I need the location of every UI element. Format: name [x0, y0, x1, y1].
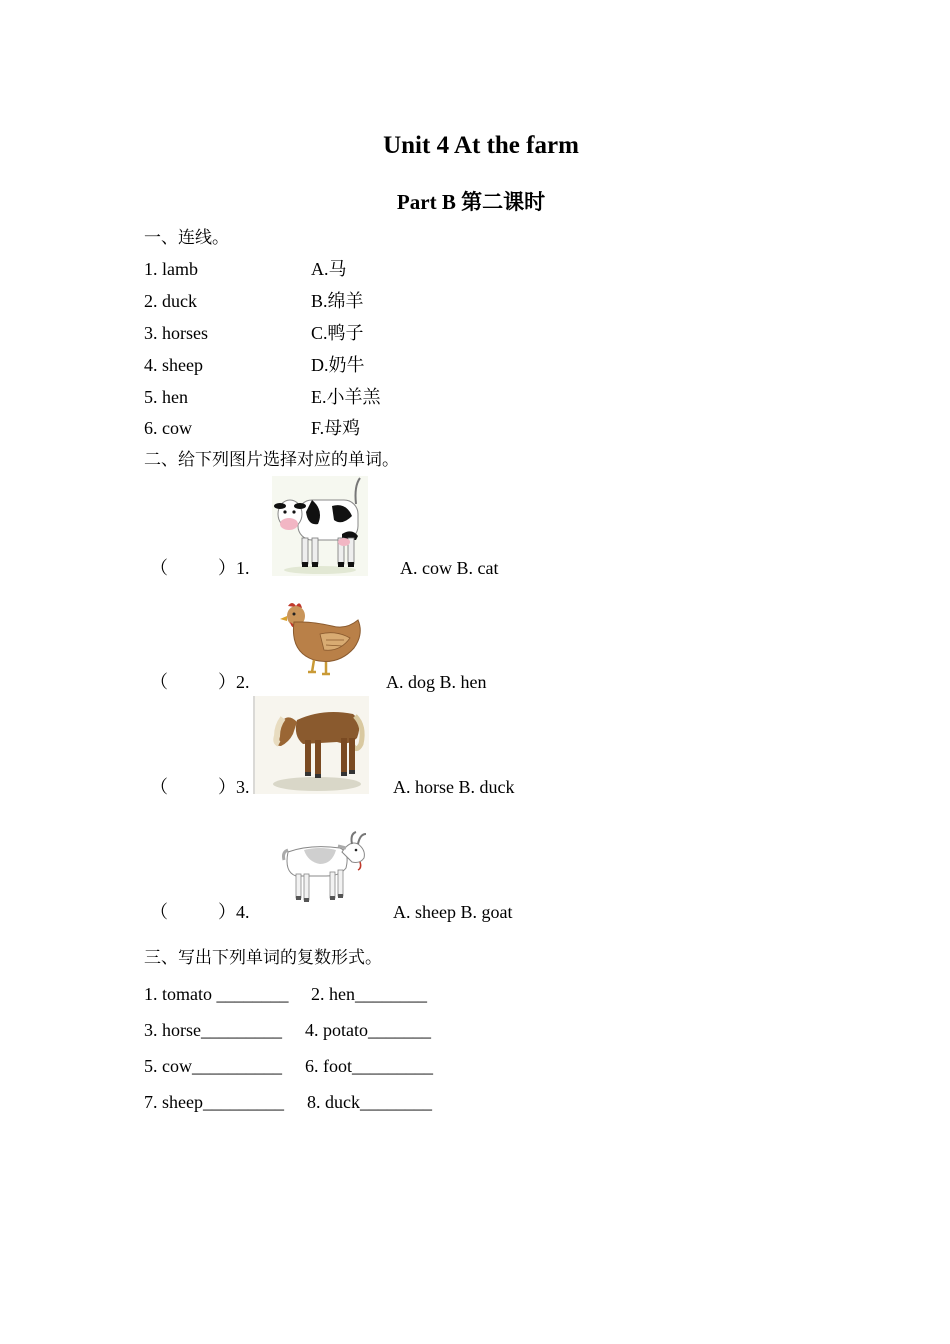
match-left-item: 1. lamb [144, 259, 198, 279]
plural-item: 8. duck________ [307, 1092, 432, 1112]
match-right-item: E.小羊羔 [311, 387, 381, 407]
plural-item: 5. cow__________ [144, 1056, 282, 1076]
match-left-item: 4. sheep [144, 355, 203, 375]
match-right-item: C.鸭子 [311, 323, 364, 343]
match-right-item: D.奶牛 [311, 355, 365, 375]
item-number: ）1. [218, 558, 250, 578]
item-number: ）2. [218, 672, 250, 692]
plural-item: 4. potato_______ [305, 1020, 431, 1040]
match-right-item: F.母鸡 [311, 418, 361, 438]
plural-item: 7. sheep_________ [144, 1092, 284, 1112]
match-right-item: A.马 [311, 259, 347, 279]
plural-item: 6. foot_________ [305, 1056, 433, 1076]
horse-picture [253, 696, 369, 794]
goat-picture [280, 830, 372, 906]
plural-item: 2. hen________ [311, 984, 427, 1004]
answer-bracket-open: （ [150, 777, 168, 797]
item-options: A. cow B. cat [400, 558, 499, 578]
answer-bracket-open: （ [150, 558, 168, 578]
match-right-item: B.绵羊 [311, 291, 364, 311]
item-number: ）3. [218, 777, 250, 797]
item-options: A. horse B. duck [393, 777, 515, 797]
answer-bracket-open: （ [150, 672, 168, 692]
plural-item: 3. horse_________ [144, 1020, 282, 1040]
answer-bracket-open: （ [150, 902, 168, 922]
match-left-item: 2. duck [144, 291, 197, 311]
section1-heading: 一、连线。 [144, 228, 229, 248]
worksheet-subtitle: Part B 第二课时 [396, 190, 546, 214]
plural-item: 1. tomato ________ [144, 984, 289, 1004]
worksheet-title: Unit 4 At the farm [383, 132, 579, 159]
match-left-item: 3. horses [144, 323, 208, 343]
item-number: ）4. [218, 902, 250, 922]
section3-heading: 三、写出下列单词的复数形式。 [144, 948, 382, 968]
hen-picture [280, 600, 364, 678]
section2-heading: 二、给下列图片选择对应的单词。 [144, 450, 399, 470]
item-options: A. sheep B. goat [393, 902, 513, 922]
cow-picture [272, 476, 368, 576]
match-left-item: 5. hen [144, 387, 188, 407]
match-left-item: 6. cow [144, 418, 192, 438]
item-options: A. dog B. hen [386, 672, 487, 692]
